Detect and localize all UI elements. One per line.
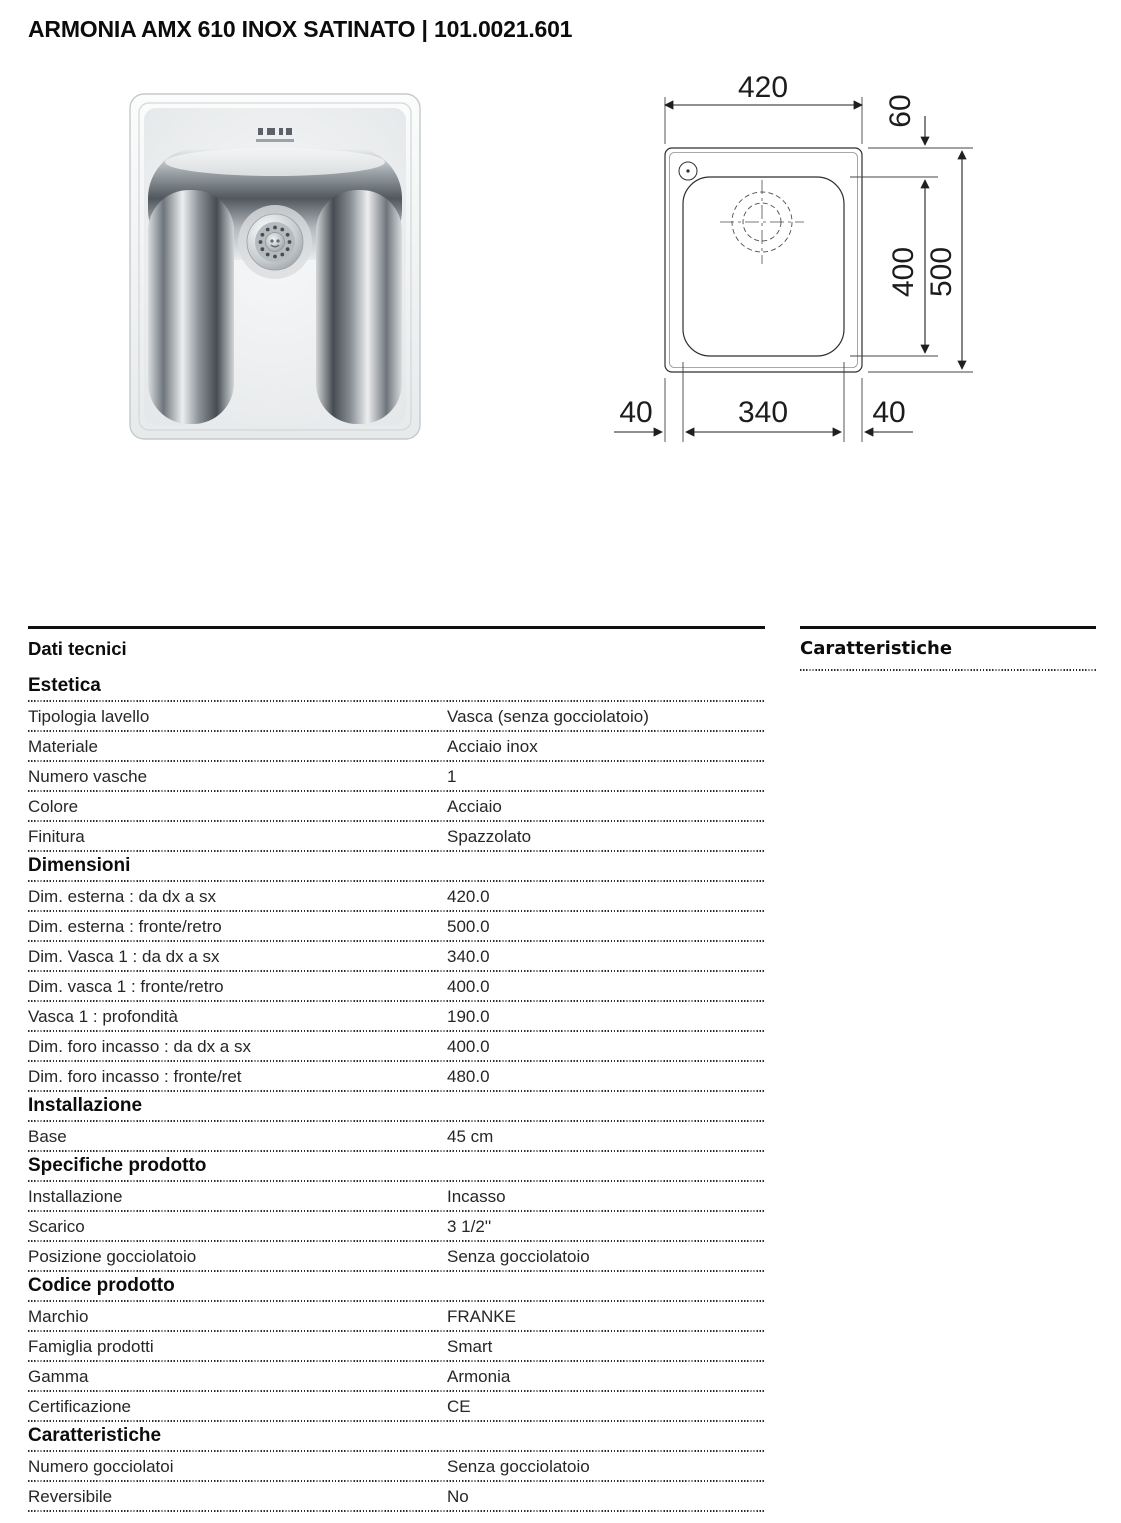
spec-value: 420.0 <box>447 887 490 906</box>
spec-label: Marchio <box>28 1307 89 1326</box>
spec-label: Dim. vasca 1 : fronte/retro <box>28 977 224 996</box>
section-header-estetica: Estetica <box>28 672 765 702</box>
spec-label: Dim. esterna : fronte/retro <box>28 917 222 936</box>
spec-label: Dim. esterna : da dx a sx <box>28 887 217 906</box>
spec-value: 500.0 <box>447 917 490 936</box>
table-row <box>28 762 765 792</box>
table-row <box>28 732 765 762</box>
spec-value: 3 1/2'' <box>447 1217 492 1236</box>
table-row <box>28 1032 765 1062</box>
section-header-codice-prodotto: Codice prodotto <box>28 1272 765 1302</box>
table-row <box>28 792 765 822</box>
spec-value: 1 <box>447 767 457 786</box>
spec-value: No <box>447 1487 469 1506</box>
spec-label: Numero vasche <box>28 767 148 786</box>
spec-table <box>28 626 765 1512</box>
spec-value: Acciaio <box>447 797 502 816</box>
dim-label-outer-width: 420 <box>737 71 789 104</box>
spec-label: Famiglia prodotti <box>28 1337 154 1356</box>
spec-label: Dim. foro incasso : da dx a sx <box>28 1037 251 1056</box>
sink-outline <box>665 148 862 372</box>
spec-label: Scarico <box>28 1217 85 1236</box>
spec-label: Finitura <box>28 827 85 846</box>
table-row <box>28 1062 765 1092</box>
table-row <box>28 972 765 1002</box>
spec-label: Installazione <box>28 1187 123 1206</box>
spec-value: 45 cm <box>447 1127 494 1146</box>
dimension-drawing <box>600 70 1121 470</box>
spec-value: 480.0 <box>447 1067 490 1086</box>
section-header-specifiche-prodotto: Specifiche prodotto <box>28 1152 765 1182</box>
table-row <box>28 1302 765 1332</box>
spec-label: Gamma <box>28 1367 89 1386</box>
spec-value: CE <box>447 1397 471 1416</box>
table-row <box>28 702 765 732</box>
spec-label: Reversibile <box>28 1487 113 1506</box>
spec-label: Certificazione <box>28 1397 131 1416</box>
side-panel <box>800 626 1096 671</box>
table-row <box>28 1362 765 1392</box>
spec-value: 400.0 <box>447 977 490 996</box>
spec-value: Armonia <box>447 1367 511 1386</box>
spec-value: 340.0 <box>447 947 490 966</box>
table-row <box>28 1482 765 1512</box>
spec-label: Dim. foro incasso : fronte/ret <box>28 1067 242 1086</box>
technical-drawing <box>600 70 1121 470</box>
spec-value: 400.0 <box>447 1037 490 1056</box>
spec-value: Acciaio inox <box>447 737 538 756</box>
side-panel-divider <box>800 669 1096 671</box>
table-title: Dati tecnici <box>28 638 127 659</box>
sink-photo-graphic <box>128 92 422 442</box>
section-header-caratteristiche: Caratteristiche <box>28 1422 765 1452</box>
table-row <box>28 1242 765 1272</box>
brand-mark <box>256 128 294 142</box>
spec-label: Colore <box>28 797 79 816</box>
spec-value: 190.0 <box>447 1007 490 1026</box>
spec-label: Dim. Vasca 1 : da dx a sx <box>28 947 220 966</box>
section-header-installazione: Installazione <box>28 1092 765 1122</box>
page-title: ARMONIA AMX 610 INOX SATINATO | 101.0021.601 <box>28 16 573 42</box>
sink-drain <box>238 205 312 279</box>
spec-value: Spazzolato <box>447 827 532 846</box>
section-header-dimensioni: Dimensioni <box>28 852 765 882</box>
table-row <box>28 1182 765 1212</box>
spec-label: Tipologia lavello <box>28 707 150 726</box>
dim-label-bowl-front-back: 400 <box>887 246 920 298</box>
spec-label: Materiale <box>28 737 98 756</box>
tap-hole <box>679 162 697 180</box>
spec-label: Numero gocciolatoi <box>28 1457 174 1476</box>
table-row <box>28 942 765 972</box>
table-row <box>28 882 765 912</box>
spec-value: Vasca (senza gocciolatoio) <box>447 707 649 726</box>
table-row <box>28 1212 765 1242</box>
table-row <box>28 1002 765 1032</box>
spec-label: Base <box>28 1127 67 1146</box>
dim-label-left-offset: 40 <box>619 396 653 429</box>
table-row <box>28 1452 765 1482</box>
dim-label-back-offset: 60 <box>884 94 917 128</box>
dim-label-right-offset: 40 <box>872 396 906 429</box>
table-row <box>28 912 765 942</box>
table-row <box>28 822 765 852</box>
table-row <box>28 1122 765 1152</box>
table-row <box>28 1332 765 1362</box>
spec-value: FRANKE <box>447 1307 516 1326</box>
dim-label-bowl-width: 340 <box>737 396 789 429</box>
product-photo <box>128 92 422 442</box>
dim-label-outer-front-back: 500 <box>925 246 958 298</box>
spec-value: Smart <box>447 1337 493 1356</box>
table-row <box>28 1392 765 1422</box>
spec-label: Vasca 1 : profondità <box>28 1007 178 1026</box>
spec-value: Senza gocciolatoio <box>447 1457 590 1476</box>
drain-symbol <box>720 180 804 264</box>
spec-value: Senza gocciolatoio <box>447 1247 590 1266</box>
spec-label: Posizione gocciolatoio <box>28 1247 197 1266</box>
side-panel-title: Caratteristiche <box>800 638 953 659</box>
spec-value: Incasso <box>447 1187 506 1206</box>
